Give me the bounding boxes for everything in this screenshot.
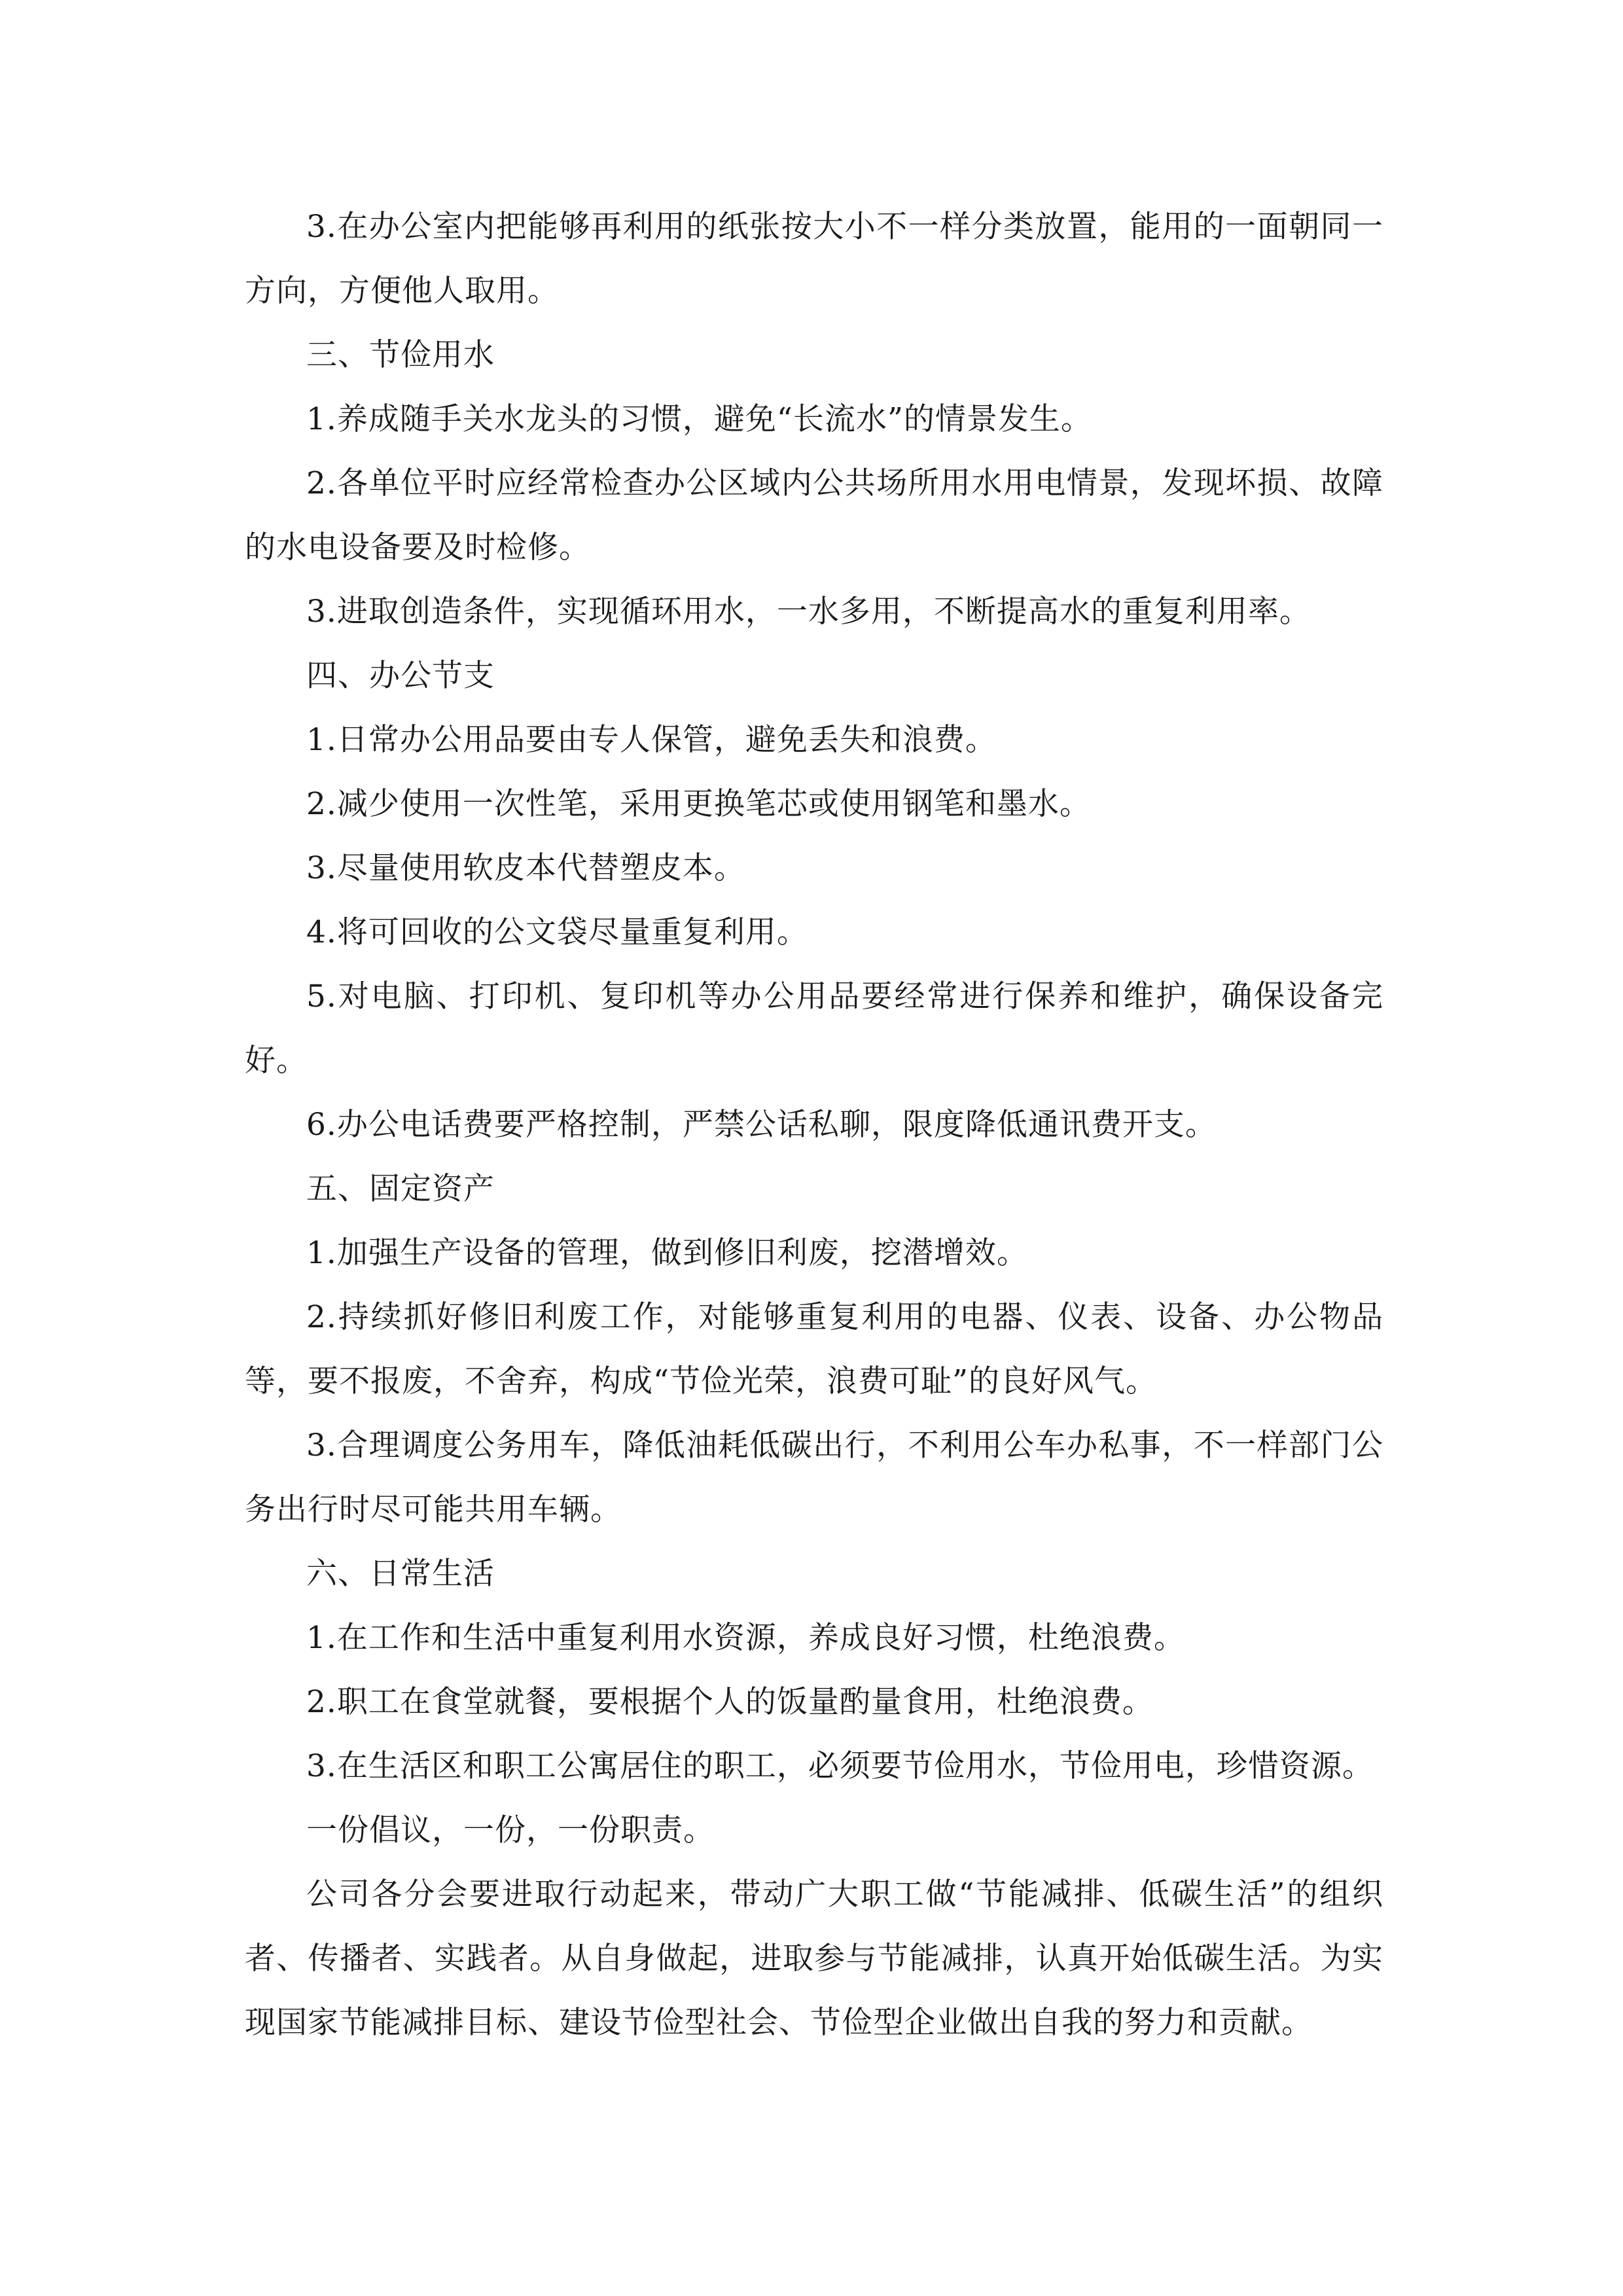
section-heading: 四、办公节支 [306,658,495,694]
paragraph: 公司各分会要进取行动起来，带动广大职工做“节能减排、低碳生活”的组织者、传播者、实践者。从自身做起，进取参与节能减排，认真开始低碳生活。为实现国家节能减排目标、建设节俭型社会、节俭型企业做出自我的努力和贡献。 [245,1876,1383,2041]
document-body [245,195,1383,2055]
paragraph: 1.养成随手关水龙头的习惯，避免“长流水”的情景发生。 [306,401,1092,437]
paragraph: 3.进取创造条件，实现循环用水，一水多用，不断提高水的重复利用率。 [306,594,1311,630]
paragraph: 2.各单位平时应经常检查办公区域内公共场所用水用电情景，发现坏损、故障的水电设备要及时检修。 [245,465,1383,565]
paragraph: 6.办公电话费要严格控制，严禁公话私聊，限度降低通讯费开支。 [306,1107,1217,1143]
paragraph: 3.合理调度公务用车，降低油耗低碳出行，不利用公车办私事，不一样部门公务出行时尽可能共用车辆。 [245,1427,1383,1528]
section-heading: 五、固定资产 [306,1171,495,1207]
paragraph: 5.对电脑、打印机、复印机等办公用品要经常进行保养和维护，确保设备完好。 [245,978,1383,1079]
section-heading: 六、日常生活 [306,1556,495,1592]
paragraph: 3.在办公室内把能够再利用的纸张按大小不一样分类放置，能用的一面朝同一方向，方便他人取用。 [245,209,1383,309]
section-heading: 三、节俭用水 [306,337,495,373]
paragraph: 1.在工作和生活中重复利用水资源，养成良好习惯，杜绝浪费。 [306,1620,1185,1656]
paragraph: 3.在生活区和职工公寓居住的职工，必须要节俭用水，节俭用电，珍惜资源。 [306,1748,1374,1784]
paragraph: 3.尽量使用软皮本代替塑皮本。 [306,850,745,886]
paragraph: 1.日常办公用品要由专人保管，避免丢失和浪费。 [306,722,997,758]
paragraph: 2.职工在食堂就餐，要根据个人的饭量酌量食用，杜绝浪费。 [306,1684,1154,1720]
paragraph: 一份倡议，一份，一份职责。 [306,1812,715,1848]
paragraph: 2.持续抓好修旧利废工作，对能够重复利用的电器、仪表、设备、办公物品等，要不报废，不舍弃，构成“节俭光荣，浪费可耻”的良好风气。 [245,1299,1383,1399]
paragraph: 2.减少使用一次性笔，采用更换笔芯或使用钢笔和墨水。 [306,786,1091,822]
paragraph: 1.加强生产设备的管理，做到修旧利废，挖潜增效。 [306,1235,1028,1271]
paragraph: 4.将可回收的公文袋尽量重复利用。 [306,914,808,950]
